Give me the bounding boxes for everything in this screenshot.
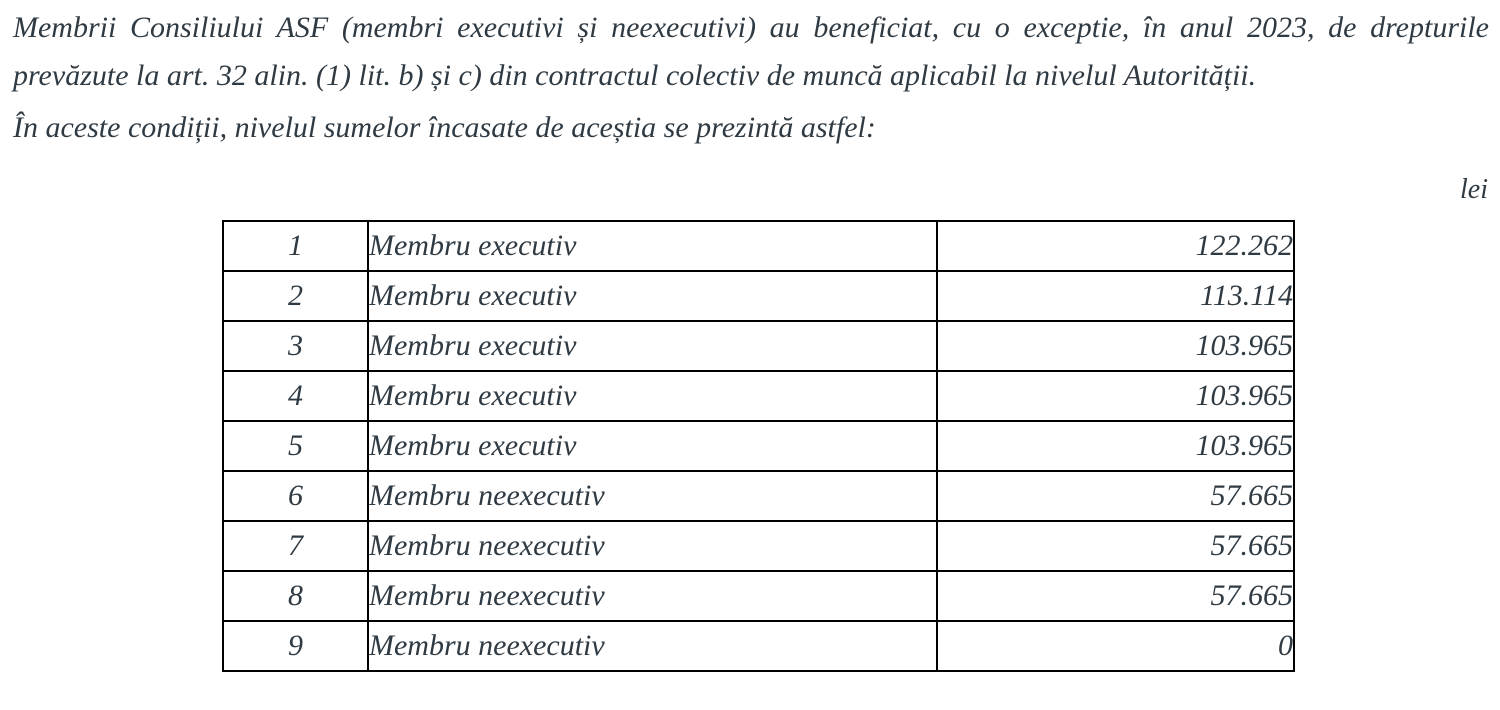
member-type-cell: Membru neexecutiv [368,621,937,671]
row-number-cell: 8 [223,571,368,621]
amount-cell: 103.965 [937,371,1294,421]
amount-cell: 113.114 [937,271,1294,321]
amount-cell: 57.665 [937,521,1294,571]
paragraph-1-line-2: prevăzute la art. 32 alin. (1) lit. b) și c) din contractul colectiv de muncă aplicabil la nivelul Autorității. [13,59,1257,92]
amount-cell: 103.965 [937,421,1294,471]
member-type-cell: Membru neexecutiv [368,521,937,571]
member-type-cell: Membru executiv [368,221,937,271]
amount-cell: 57.665 [937,471,1294,521]
table-row [223,221,1294,271]
table-row [223,271,1294,321]
amount-cell: 0 [937,621,1294,671]
row-number-cell: 3 [223,321,368,371]
member-type-cell: Membru executiv [368,271,937,321]
member-type-cell: Membru executiv [368,421,937,471]
row-number-cell: 1 [223,221,368,271]
paragraph-2: În aceste condiții, nivelul sumelor încasate de aceștia se prezintă astfel: [13,111,876,144]
amount-cell: 57.665 [937,571,1294,621]
row-number-cell: 7 [223,521,368,571]
member-type-cell: Membru executiv [368,371,937,421]
currency-unit-label: lei [1460,174,1488,205]
row-number-cell: 2 [223,271,368,321]
amount-cell: 103.965 [937,321,1294,371]
row-number-cell: 9 [223,621,368,671]
table-row [223,371,1294,421]
row-number-cell: 6 [223,471,368,521]
table-row [223,571,1294,621]
table-row [223,471,1294,521]
amount-cell: 122.262 [937,221,1294,271]
table-row [223,421,1294,471]
row-number-cell: 4 [223,371,368,421]
table-row [223,321,1294,371]
row-number-cell: 5 [223,421,368,471]
amounts-table [222,220,1295,672]
table-row [223,621,1294,671]
member-type-cell: Membru neexecutiv [368,571,937,621]
table-row [223,521,1294,571]
member-type-cell: Membru neexecutiv [368,471,937,521]
member-type-cell: Membru executiv [368,321,937,371]
paragraph-1-line-1: Membrii Consiliului ASF (membri executivi și neexecutivi) au beneficiat, cu o exceptie, în anul 2023, de drepturile [13,11,1489,44]
